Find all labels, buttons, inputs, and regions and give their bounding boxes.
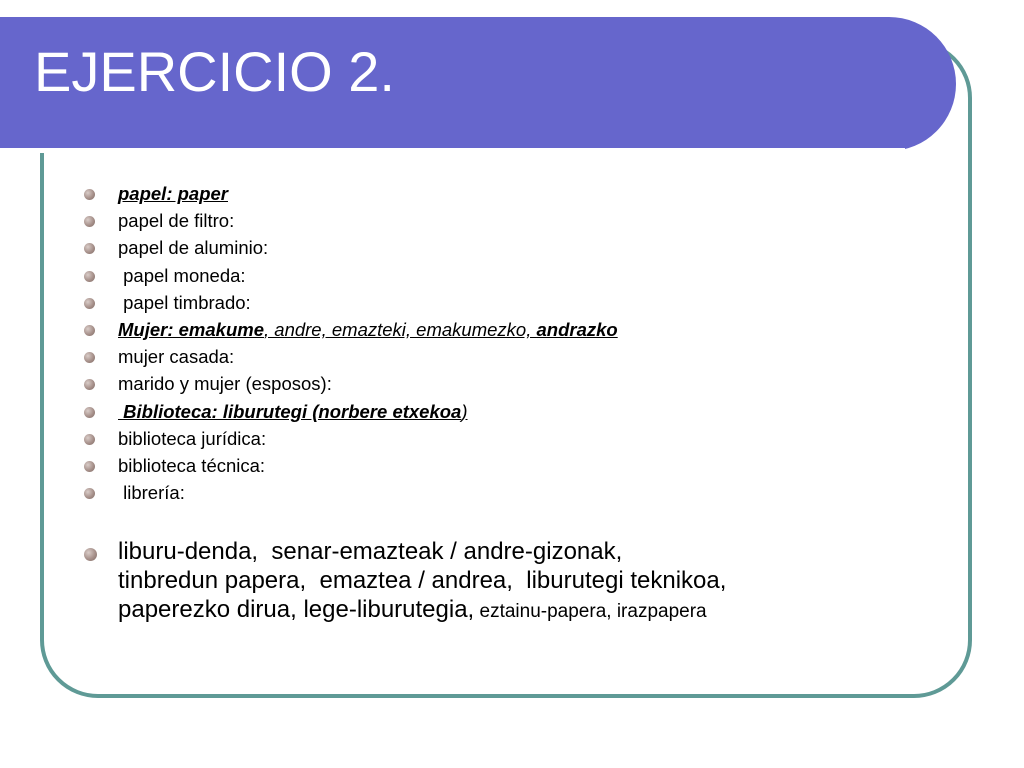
answer-line-1: liburu-denda, senar-emazteak / andre-gizonak, xyxy=(118,538,623,565)
list-item xyxy=(84,370,944,397)
list-item xyxy=(84,262,944,289)
bullet-icon xyxy=(84,243,95,254)
answer-line-2: tinbredun papera, emaztea / andrea, liburutegi teknikoa, xyxy=(118,567,727,594)
list-item xyxy=(84,425,944,452)
item-text: marido y mujer (esposos): xyxy=(118,373,332,395)
bullet-icon xyxy=(84,298,95,309)
item-text: biblioteca técnica: xyxy=(118,455,266,477)
slide-title: EJERCICIO 2. xyxy=(34,40,395,103)
answer-line-3-main: paperezko dirua, lege-liburutegia, xyxy=(118,596,475,623)
item-text: papel: paper xyxy=(118,183,228,204)
item-text: librería: xyxy=(118,482,185,504)
title-underline xyxy=(0,148,905,153)
bullet-icon xyxy=(84,325,95,336)
item-text: biblioteca jurídica: xyxy=(118,427,267,449)
list-item xyxy=(84,398,944,425)
list-item xyxy=(84,479,944,506)
answer-list-item xyxy=(84,537,958,626)
list-item xyxy=(84,234,944,261)
item-text: papel timbrado: xyxy=(118,291,251,313)
bullet-icon xyxy=(84,189,95,200)
bullet-icon xyxy=(84,434,95,445)
answer-line-3 xyxy=(118,595,958,626)
bullet-icon xyxy=(84,216,95,227)
item-text-bold: andrazko xyxy=(536,319,618,341)
item-text: ) xyxy=(461,400,468,422)
item-text: papel de aluminio: xyxy=(118,237,269,259)
bullet-icon xyxy=(84,548,97,561)
bullet-icon xyxy=(84,271,95,282)
list-item xyxy=(84,207,944,234)
bullet-icon xyxy=(84,488,95,499)
list-item xyxy=(84,343,944,370)
item-text: mujer casada: xyxy=(118,346,235,368)
list-item xyxy=(84,316,944,343)
item-text-bold: Mujer: emakume xyxy=(118,319,264,341)
bullet-icon xyxy=(84,407,95,418)
item-text: papel de filtro: xyxy=(118,210,235,232)
bullet-icon xyxy=(84,379,95,390)
answer-line-3-small: eztainu-papera, irazpapera xyxy=(474,601,707,622)
list-item xyxy=(84,289,944,316)
list-item xyxy=(84,452,944,479)
bullet-list xyxy=(84,180,944,506)
bullet-icon xyxy=(84,461,95,472)
item-text-bold: Biblioteca: liburutegi (norbere etxekoa xyxy=(118,400,462,422)
item-text: papel moneda: xyxy=(118,264,246,286)
bullet-icon xyxy=(84,352,95,363)
list-item xyxy=(84,180,944,207)
item-text: , andre, emazteki, emakumezko, xyxy=(264,319,537,341)
